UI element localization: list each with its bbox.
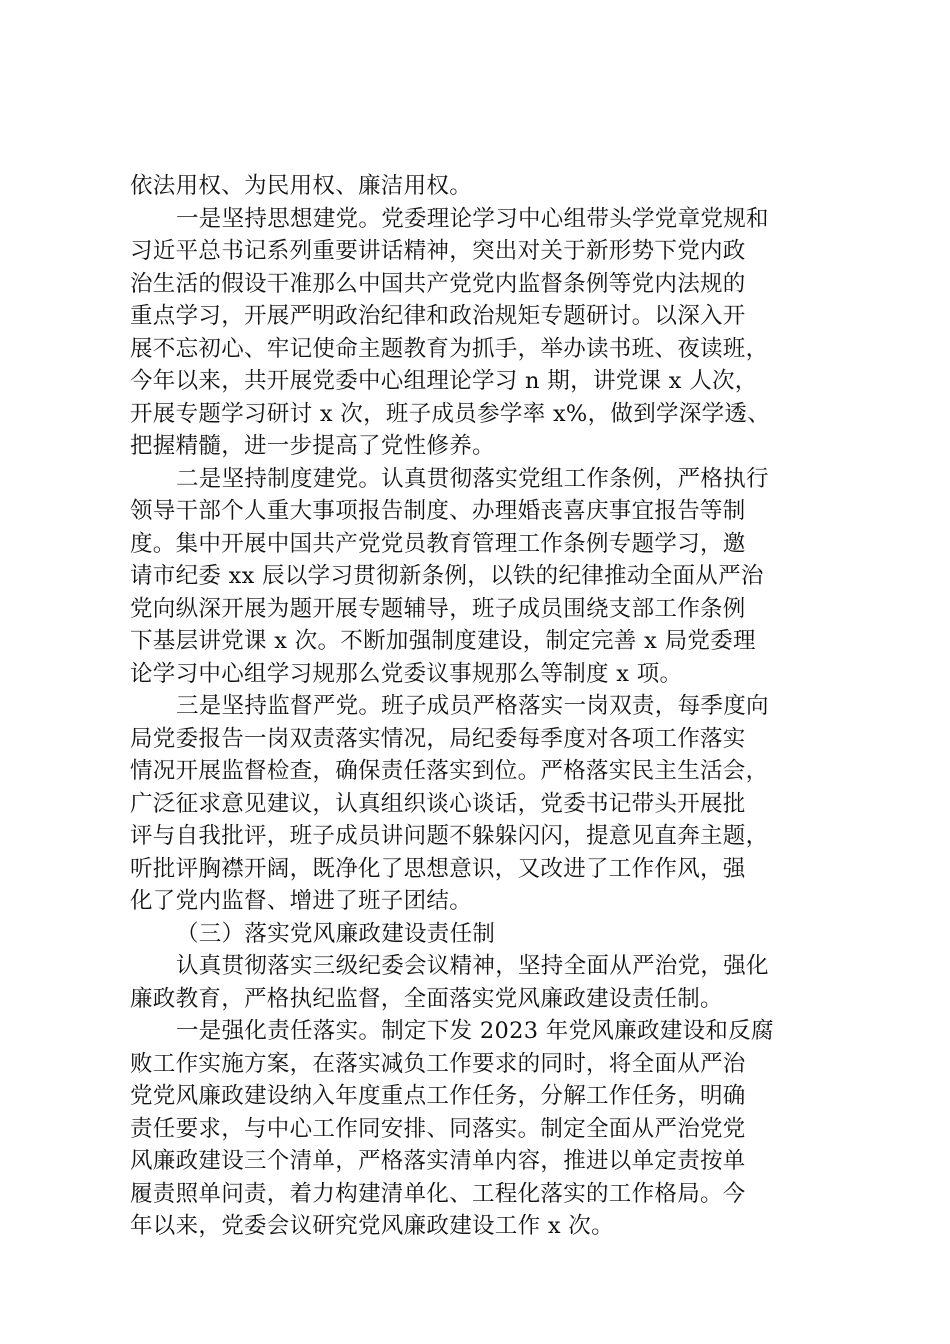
text-line: 年以来，党委会议研究党风廉政建设工作 x 次。 — [130, 1213, 614, 1239]
document-page — [130, 170, 848, 1243]
text-line: 展不忘初心、牢记使命主题教育为抓手，举办读书班、夜读班， — [130, 335, 769, 362]
text-line: 习近平总书记系列重要讲话精神，突出对关于新形势下党内政 — [130, 238, 746, 264]
text-line: 广泛征求意见建议，认真组织谈心谈话，党委书记带头开展批 — [130, 790, 746, 817]
paragraph-start-line: 认真贯彻落实三级纪委会议精神，坚持全面从严治党，强化 — [176, 953, 769, 979]
text-line: 重点学习，开展严明政治纪律和政治规矩专题研讨。以深入开 — [130, 303, 746, 329]
text-line: 依法用权、为民用权、廉洁用权。 — [130, 173, 473, 199]
text-line: 治生活的假设干准那么中国共产党党内监督条例等党内法规的 — [130, 270, 746, 297]
paragraph-start-line: 一是强化责任落实。制定下发 2023 年党风廉政建设和反腐 — [176, 1018, 774, 1044]
text-line: 党党风廉政建设纳入年度重点工作任务，分解工作任务，明确 — [130, 1083, 746, 1109]
text-line: 廉政教育，严格执纪监督，全面落实党风廉政建设责任制。 — [130, 985, 723, 1012]
text-line: 评与自我批评，班子成员讲问题不躲躲闪闪，提意见直奔主题， — [130, 823, 769, 849]
text-line: 度。集中开展中国共产党党员教育管理工作条例专题学习，邀 — [130, 530, 746, 557]
text-line: 情况开展监督检查，确保责任落实到位。严格落实民主生活会， — [130, 758, 769, 784]
text-line: 开展专题学习研讨 x 次，班子成员参学率 x%，做到学深学透、 — [130, 400, 771, 427]
paragraph-start-line: 一是坚持思想建党。党委理论学习中心组带头学党章党规和 — [176, 205, 769, 232]
text-line: 听批评胸襟开阔，既净化了思想意识，又改进了工作作风，强 — [130, 855, 746, 882]
text-line: 今年以来，共开展党委中心组理论学习 n 期，讲党课 x 人次， — [130, 368, 758, 394]
text-line: 领导干部个人重大事项报告制度、办理婚丧喜庆事宜报告等制 — [130, 498, 746, 524]
text-line: 下基层讲党课 x 次。不断加强制度建设，制定完善 x 局党委理 — [130, 628, 756, 654]
text-line: 局党委报告一岗双责落实情况，局纪委每季度对各项工作落实 — [130, 725, 746, 752]
text-line: 论学习中心组学习规那么党委议事规那么等制度 x 项。 — [130, 660, 683, 687]
text-line: 风廉政建设三个清单，严格落实清单内容，推进以单定责按单 — [130, 1148, 746, 1174]
text-line: 责任要求，与中心工作同安排、同落实。制定全面从严治党党 — [130, 1115, 746, 1142]
paragraph-start-line: 三是坚持监督严党。班子成员严格落实一岗双责，每季度向 — [176, 693, 769, 719]
text-line: 履责照单问责，着力构建清单化、工程化落实的工作格局。今 — [130, 1180, 746, 1207]
paragraph-start-line: 二是坚持制度建党。认真贯彻落实党组工作条例，严格执行 — [176, 465, 769, 492]
text-line: 把握精髓，进一步提高了党性修养。 — [130, 433, 495, 459]
text-line: 请市纪委 xx 辰以学习贯彻新条例，以铁的纪律推动全面从严治 — [130, 563, 764, 589]
text-line: 党向纵深开展为题开展专题辅导，班子成员围绕支部工作条例 — [130, 595, 746, 622]
text-line: 败工作实施方案，在落实减负工作要求的同时，将全面从严治 — [130, 1050, 746, 1077]
text-line: 化了党内监督、增进了班子团结。 — [130, 888, 473, 914]
section-heading: （三）落实党风廉政建设责任制 — [176, 920, 496, 947]
